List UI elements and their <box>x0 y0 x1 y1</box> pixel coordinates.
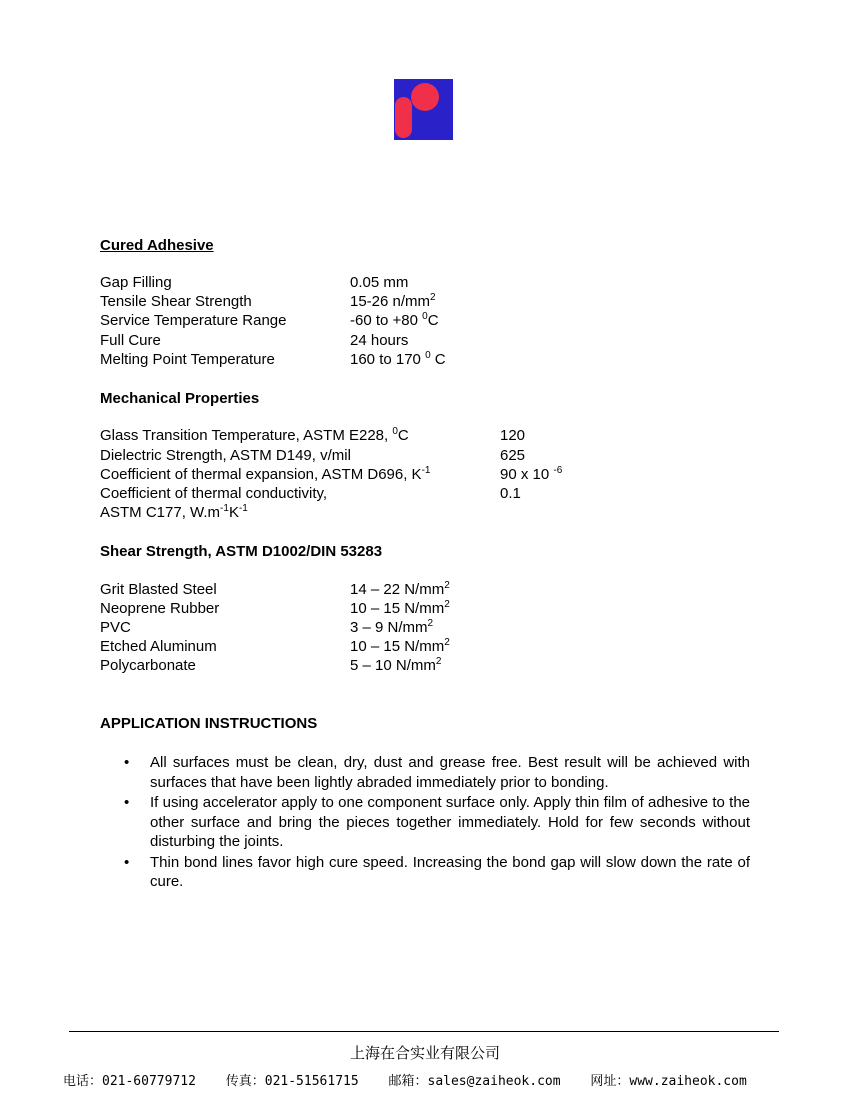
substrate-label: Etched Aluminum <box>100 638 217 655</box>
instruction-text: Thin bond lines favor high cure speed. Increasing the bond gap will slow down the rate of cure. <box>150 853 750 890</box>
bullet-icon: • <box>124 794 130 811</box>
bullet-icon: • <box>124 754 130 771</box>
property-label: Melting Point Temperature <box>100 351 275 368</box>
property-label: Glass Transition Temperature, ASTM E228, $^0$C <box>100 426 409 444</box>
property-value: 24 hours <box>350 332 409 349</box>
list-item <box>100 793 750 852</box>
strength-value: 10 – 15 $N/mm^2$ <box>350 599 450 617</box>
cured-adhesive-heading: Cured Adhesive <box>100 237 214 254</box>
property-label: Tensile Shear Strength <box>100 293 252 310</box>
footer-divider <box>69 1031 779 1032</box>
substrate-label: Neoprene Rubber <box>100 600 220 617</box>
list-item <box>100 853 750 892</box>
strength-value: 14 – 22 $N/mm^2$ <box>350 580 450 598</box>
phone-number: 电话：021-60779712 <box>63 1074 196 1089</box>
property-value: 160 to 170 $^0$ C <box>350 350 446 368</box>
property-value: 90 x 10 $^{-6}$ <box>500 465 563 483</box>
fax-number: 传真：021-51561715 <box>225 1074 359 1089</box>
strength-value: 5 – 10 $N/mm^2$ <box>350 656 442 674</box>
property-label: Service Temperature Range <box>100 312 287 329</box>
property-label-continued: ASTM C177, $W.m^{-1}K^{-1}$ <box>100 503 248 521</box>
contact-info <box>63 1070 783 1089</box>
property-value: -60 to +80 $^0$C <box>350 311 439 329</box>
substrate-label: Grit Blasted Steel <box>100 581 217 598</box>
property-label: Dielectric Strength, ASTM D149, v/mil <box>100 447 351 464</box>
application-instructions-heading: APPLICATION INSTRUCTIONS <box>100 715 318 732</box>
property-value: 120 <box>500 427 526 444</box>
property-value: 15-26 $n/mm^2$ <box>350 292 436 310</box>
instruction-text: All surfaces must be clean, dry, dust and grease free. Best result will be achieved with surfaces that have been lightly abraded immediately prior to bonding. <box>150 754 750 791</box>
shear-strength-heading: Shear Strength, ASTM D1002/DIN 53283 <box>100 543 383 560</box>
application-instructions-list <box>100 753 750 892</box>
strength-value: 10 – 15 $N/mm^2$ <box>350 637 450 655</box>
bullet-icon: • <box>124 853 130 871</box>
property-value: 625 <box>500 447 526 464</box>
company-name: 上海在合实业有限公司 <box>349 1044 500 1062</box>
property-value: 0.05 mm <box>350 274 409 291</box>
property-label: Gap Filling <box>100 274 172 291</box>
strength-value: 3 – 9 $N/mm^2$ <box>350 618 434 636</box>
mechanical-properties-heading: Mechanical Properties <box>100 390 260 407</box>
website-link[interactable]: 网址：www.zaiheok.com <box>590 1074 747 1089</box>
property-label: Coefficient of thermal expansion, ASTM D696, $K^{-1}$ <box>100 465 431 483</box>
instruction-text: If using accelerator apply to one component surface only. Apply thin film of adhesive to the other surface and bring the pieces together immediately. Hold for few seconds without disturbing the joints. <box>150 794 750 850</box>
property-label: Coefficient of thermal conductivity, <box>100 485 328 502</box>
company-logo-icon <box>394 79 453 140</box>
substrate-label: Polycarbonate <box>100 657 196 674</box>
property-value: 0.1 <box>500 485 521 502</box>
substrate-label: PVC <box>100 619 131 636</box>
property-label: Full Cure <box>100 332 161 349</box>
list-item <box>100 753 750 792</box>
email-address[interactable]: 邮箱：sales@zaiheok.com <box>388 1074 561 1089</box>
